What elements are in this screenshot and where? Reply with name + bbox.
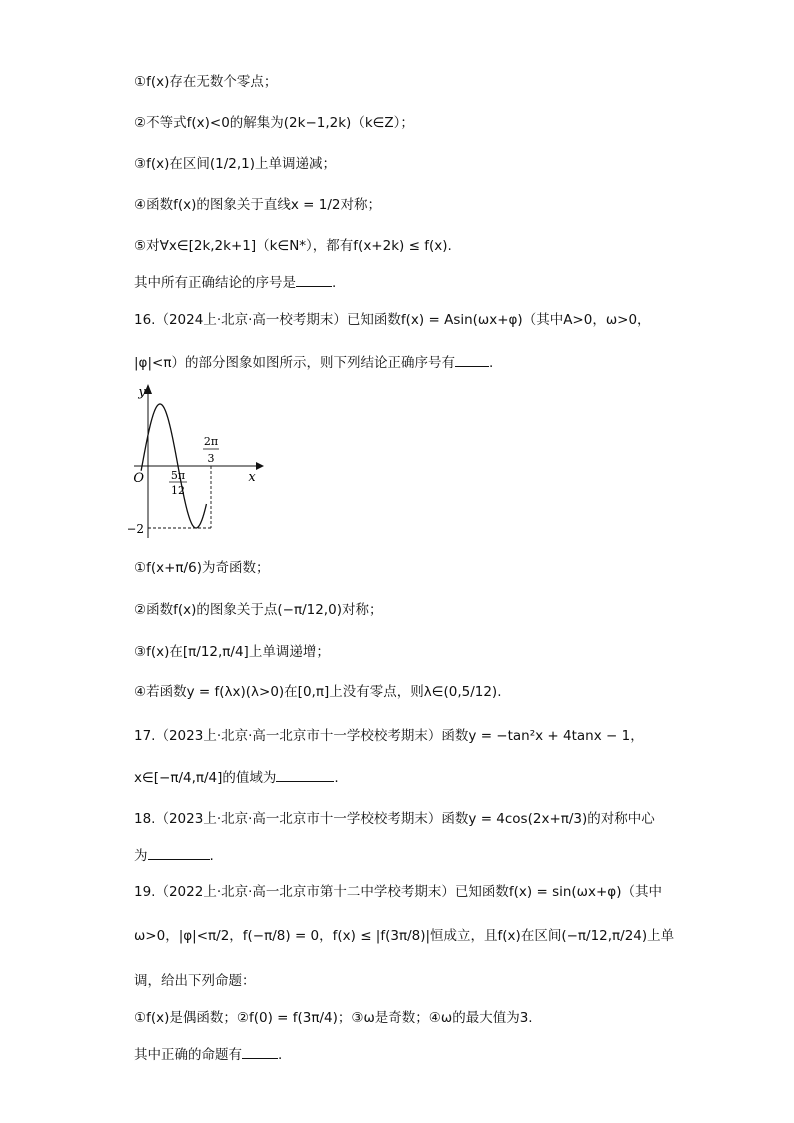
y-min-label: −2 — [128, 522, 144, 536]
sine-graph-svg — [128, 378, 268, 538]
x-tick-2-num: 2π — [203, 435, 219, 448]
question-prompt-text: 其中所有正确结论的序号是 — [134, 275, 296, 291]
q19-line-3: 调，给出下列命题： — [134, 973, 256, 989]
answer-blank — [455, 365, 489, 367]
q19-line-5: 其中正确的命题有 . — [134, 1047, 283, 1063]
x-tick-1-den: 12 — [171, 484, 185, 497]
answer-blank — [148, 858, 210, 860]
answer-blank — [296, 285, 332, 287]
q18-line-2-text: 为 — [134, 848, 148, 864]
y-label: y — [138, 385, 146, 400]
q19-line-5-text: 其中正确的命题有 — [134, 1047, 242, 1063]
item-1: ①f(x)存在无数个零点； — [134, 74, 278, 90]
sine-graph — [128, 378, 268, 542]
answer-blank — [276, 780, 334, 782]
q19-line-2: ω>0，|φ|<π/2，f(−π/8) = 0，f(x) ≤ |f(3π/8)|恒成立，且f(x)在区间(−π/12,π/24)上单 — [134, 928, 675, 944]
origin-label: O — [133, 471, 144, 486]
q16-line-1: 16.（2024上·北京·高一校考期末）已知函数f(x) = Asin(ωx+φ)（其中A>0，ω>0， — [134, 312, 651, 328]
item-5: ⑤对∀x∈[2k,2k+1]（k∈N*），都有f(x+2k) ≤ f(x). — [134, 238, 452, 254]
x-label: x — [248, 470, 256, 485]
q17-line-2: x∈[−π/4,π/4]的值域为 . — [134, 770, 339, 786]
x-tick-1-num: 5π — [170, 469, 186, 482]
q17-line-1: 17.（2023上·北京·高一北京市十一学校校考期末）函数y = −tan²x + 4tanx − 1， — [134, 728, 644, 744]
item-2: ②不等式f(x)<0的解集为(2k−1,2k)（k∈Z）； — [134, 115, 414, 131]
q18-line-1: 18.（2023上·北京·高一北京市十一学校校考期末）函数y = 4cos(2x+π/3)的对称中心 — [134, 811, 655, 827]
q16-option-3: ③f(x)在[π/12,π/4]上单调递增； — [134, 644, 330, 660]
question-prompt: 其中所有正确结论的序号是 . — [134, 275, 337, 291]
q16-option-1: ①f(x+π/6)为奇函数； — [134, 560, 270, 576]
q16-line-2: |φ|<π）的部分图象如图所示，则下列结论正确序号有 . — [134, 355, 494, 371]
q17-line-2-text: x∈[−π/4,π/4]的值域为 — [134, 770, 277, 786]
q16-line-2-text: |φ|<π）的部分图象如图所示，则下列结论正确序号有 — [134, 355, 455, 371]
x-tick-2-den: 3 — [207, 452, 215, 465]
q19-line-1: 19.（2022上·北京·高一北京市第十二中学校考期末）已知函数f(x) = sin(ωx+φ)（其中 — [134, 884, 662, 900]
q18-line-2: 为 . — [134, 848, 214, 864]
q19-line-4: ①f(x)是偶函数；②f(0) = f(3π/4)；③ω是奇数；④ω的最大值为3. — [134, 1010, 533, 1026]
item-3: ③f(x)在区间(1/2,1)上单调递减； — [134, 156, 337, 172]
item-4: ④函数f(x)的图象关于直线x = 1/2对称； — [134, 197, 381, 213]
x-axis-arrow — [256, 462, 264, 470]
answer-blank — [242, 1057, 278, 1059]
q16-option-4: ④若函数y = f(λx)(λ>0)在[0,π]上没有零点，则λ∈(0,5/12). — [134, 684, 502, 700]
q16-option-2: ②函数f(x)的图象关于点(−π/12,0)对称； — [134, 602, 383, 618]
